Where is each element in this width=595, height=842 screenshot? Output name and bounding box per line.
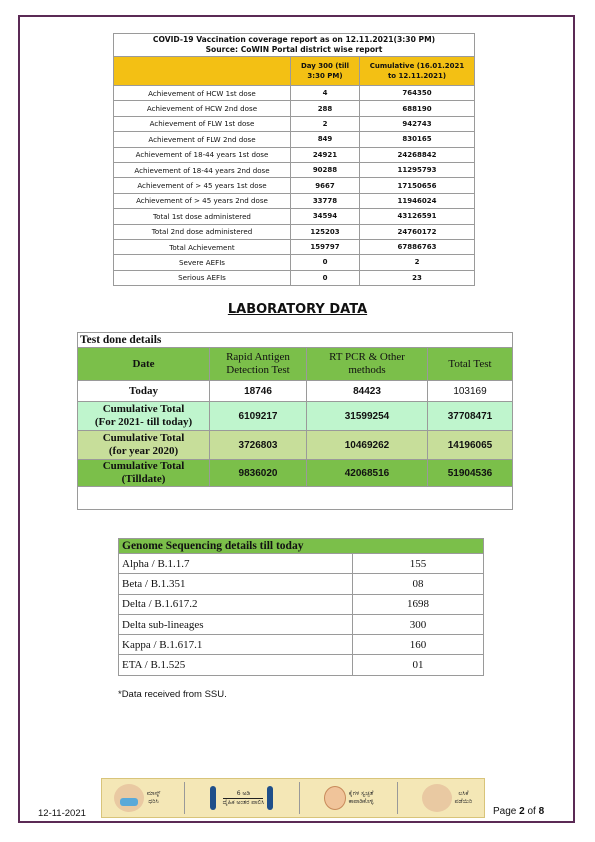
lab-row-label [78, 431, 210, 460]
vax-day: 288 [291, 101, 360, 116]
banner-distance-text [221, 790, 265, 807]
banner-mask-line2: ಧರಿಸಿ [148, 798, 159, 805]
vaccination-title-row [114, 34, 475, 57]
vaccination-header-cum-line2: to 12.11.2021) [387, 72, 447, 80]
table-row [119, 574, 484, 594]
table-row [78, 460, 513, 487]
lab-total-value: 14196065 [428, 431, 513, 460]
person-icon [210, 786, 216, 810]
vaccination-title-line1: COVID-19 Vaccination coverage report as on 12.11.2021(3:30 PM) [152, 35, 436, 44]
lab-header-rapid [210, 348, 307, 381]
table-row [119, 614, 484, 634]
vax-cumulative: 24760172 [360, 224, 475, 239]
vaccination-header-day [291, 57, 360, 86]
lab-header-rapid-line2: Detection Test [226, 364, 290, 376]
vax-label: Achievement of FLW 1st dose [114, 116, 291, 131]
genome-variant: Kappa / B.1.617.1 [119, 635, 353, 655]
table-row [114, 178, 475, 193]
table-row [114, 86, 475, 101]
genome-count: 01 [353, 655, 484, 675]
genome-count: 155 [353, 554, 484, 574]
vax-day: 9667 [291, 178, 360, 193]
vax-day: 33778 [291, 193, 360, 208]
lab-total-value: 103169 [428, 381, 513, 402]
lab-row-label [78, 402, 210, 431]
table-row [114, 101, 475, 116]
genome-count: 300 [353, 614, 484, 634]
vaccination-header-cumulative [360, 57, 475, 86]
genome-variant: Alpha / B.1.1.7 [119, 554, 353, 574]
genome-table [118, 538, 484, 676]
table-row [114, 116, 475, 131]
vax-cumulative: 11295793 [360, 162, 475, 177]
vax-cumulative: 17150656 [360, 178, 475, 193]
lab-rtpcr-value: 10469262 [307, 431, 428, 460]
vax-cumulative: 24268842 [360, 147, 475, 162]
vax-label: Achievement of HCW 1st dose [114, 86, 291, 101]
lab-rtpcr-value: 42068516 [307, 460, 428, 487]
genome-variant: Beta / B.1.351 [119, 574, 353, 594]
laboratory-heading: LABORATORY DATA [227, 302, 368, 317]
lab-rapid-value: 6109217 [210, 402, 307, 431]
banner-distance-segment [208, 779, 275, 817]
genome-title-row [119, 539, 484, 554]
table-row [114, 209, 475, 224]
vax-label: Achievement of HCW 2nd dose [114, 101, 291, 116]
page-prefix: Page [493, 806, 520, 817]
vax-cumulative: 2 [360, 255, 475, 270]
table-row [114, 270, 475, 285]
table-row [119, 655, 484, 675]
lab-row-label [78, 460, 210, 487]
vaccination-title [114, 34, 475, 57]
vax-day: 34594 [291, 209, 360, 224]
vax-cumulative: 830165 [360, 132, 475, 147]
page-of: of [524, 806, 539, 817]
page-total: 8 [538, 806, 545, 817]
lab-header-date: Date [78, 348, 210, 381]
vax-day: 849 [291, 132, 360, 147]
vax-day: 0 [291, 270, 360, 285]
lab-row-label-line1: Cumulative Total [102, 432, 185, 444]
table-row [78, 431, 513, 460]
banner-mask-segment [114, 779, 161, 817]
table-row [119, 594, 484, 614]
vax-label: Achievement of 18-44 years 1st dose [114, 147, 291, 162]
person-icon [267, 786, 273, 810]
lab-rtpcr-value: 84423 [307, 381, 428, 402]
table-row [114, 239, 475, 254]
table-row [78, 381, 513, 402]
vax-cumulative: 23 [360, 270, 475, 285]
banner-handwash-line2: ಕಾಪಾಡಿಕೊಳ್ಳಿ [348, 798, 374, 805]
banner-vaccine-segment [422, 779, 473, 817]
vax-label: Serious AEFIs [114, 270, 291, 285]
vax-label: Achievement of > 45 years 1st dose [114, 178, 291, 193]
lab-header-rtpcr [307, 348, 428, 381]
vaccination-header-day-line1: Day 300 (till [300, 62, 350, 70]
genome-title: Genome Sequencing details till today [119, 539, 484, 554]
banner-vaccine-line1: ಲಸಿಕೆ [458, 790, 469, 797]
banner-vaccine-text [455, 790, 473, 806]
vaccination-table [113, 33, 475, 286]
data-source-note: *Data received from SSU. [118, 689, 227, 700]
genome-count: 08 [353, 574, 484, 594]
lab-row-label-line1: Cumulative Total [102, 403, 185, 415]
table-row [114, 132, 475, 147]
table-row [114, 224, 475, 239]
covid-appropriate-behaviour-banner [101, 778, 485, 818]
table-row [119, 554, 484, 574]
vaccination-title-line2: Source: CoWIN Portal district wise report [205, 45, 383, 54]
lab-header-rapid-line1: Rapid Antigen [226, 351, 290, 363]
lab-total-value: 51904536 [428, 460, 513, 487]
genome-count: 160 [353, 635, 484, 655]
vax-day: 90288 [291, 162, 360, 177]
vax-label: Total 1st dose administered [114, 209, 291, 224]
banner-divider [184, 782, 185, 814]
hand-wash-icon [324, 786, 346, 810]
banner-mask-text [147, 790, 161, 806]
vax-day: 125203 [291, 224, 360, 239]
lab-row-label-line1: Cumulative Total [102, 460, 185, 472]
vax-label: Total Achievement [114, 239, 291, 254]
table-row [119, 635, 484, 655]
table-row [114, 147, 475, 162]
lab-rapid-value: 3726803 [210, 431, 307, 460]
lab-empty-row [78, 487, 513, 510]
laboratory-table [77, 332, 513, 510]
lab-row-label-line2: (Tilldate) [121, 473, 166, 485]
footer-date: 12-11-2021 [38, 808, 86, 819]
lab-header-row [78, 348, 513, 381]
lab-header-rtpcr-line2: methods [348, 364, 386, 376]
banner-mask-line1: ಮಾಸ್ಕ್ [146, 790, 161, 797]
genome-variant: Delta sub-lineages [119, 614, 353, 634]
lab-rapid-value: 18746 [210, 381, 307, 402]
banner-handwash-segment [324, 779, 374, 817]
mask-icon [120, 798, 138, 806]
vaccination-header-row [114, 57, 475, 86]
vax-day: 0 [291, 255, 360, 270]
vax-cumulative: 688190 [360, 101, 475, 116]
lab-caption: Test done details [78, 333, 513, 348]
vaccination-header-blank [114, 57, 291, 86]
table-row [114, 193, 475, 208]
vax-day: 4 [291, 86, 360, 101]
banner-divider [299, 782, 300, 814]
lab-empty-cell [78, 487, 513, 510]
vax-label: Total 2nd dose administered [114, 224, 291, 239]
lab-caption-row [78, 333, 513, 348]
banner-distance-label: 6 ಅಡಿ [236, 789, 251, 797]
vax-cumulative: 942743 [360, 116, 475, 131]
vax-label: Achievement of 18-44 years 2nd dose [114, 162, 291, 177]
vax-day: 2 [291, 116, 360, 131]
vax-label: Achievement of > 45 years 2nd dose [114, 193, 291, 208]
lab-total-value: 37708471 [428, 402, 513, 431]
table-row [114, 255, 475, 270]
lab-rapid-value: 9836020 [210, 460, 307, 487]
vax-cumulative: 67886763 [360, 239, 475, 254]
lab-row-label-line2: (For 2021- till today) [94, 416, 193, 428]
page-number [493, 806, 544, 817]
genome-variant: Delta / B.1.617.2 [119, 594, 353, 614]
table-row [78, 402, 513, 431]
genome-variant: ETA / B.1.525 [119, 655, 353, 675]
vax-cumulative: 43126591 [360, 209, 475, 224]
banner-vaccine-line2: ಪಡೆಯಿರಿ [454, 798, 473, 805]
mask-person-icon [114, 784, 144, 812]
lab-rtpcr-value: 31599254 [307, 402, 428, 431]
genome-count: 1698 [353, 594, 484, 614]
banner-handwash-text [349, 790, 374, 806]
distance-arrow-icon [223, 798, 263, 799]
banner-distance-caption: ದೈಹಿಕ ಅಂತರ ಪಾಲಿಸಿ [222, 798, 265, 806]
banner-handwash-line1: ಕೈಗಳ ಸ್ವಚ್ಛತೆ [348, 790, 374, 797]
banner-divider [397, 782, 398, 814]
lab-row-label: Today [78, 381, 210, 402]
lab-header-total: Total Test [428, 348, 513, 381]
vax-cumulative: 764350 [360, 86, 475, 101]
lab-row-label-line2: (for year 2020) [108, 445, 179, 457]
table-row [114, 162, 475, 177]
vax-cumulative: 11946024 [360, 193, 475, 208]
vax-label: Achievement of FLW 2nd dose [114, 132, 291, 147]
vax-label: Severe AEFIs [114, 255, 291, 270]
vaccination-header-day-line2: 3:30 PM) [307, 72, 343, 80]
vax-day: 159797 [291, 239, 360, 254]
page-current: 2 [519, 806, 525, 817]
vaccination-icon [422, 784, 452, 812]
lab-header-rtpcr-line1: RT PCR & Other [329, 351, 405, 363]
vax-day: 24921 [291, 147, 360, 162]
vaccination-header-cum-line1: Cumulative (16.01.2021 [369, 62, 465, 70]
